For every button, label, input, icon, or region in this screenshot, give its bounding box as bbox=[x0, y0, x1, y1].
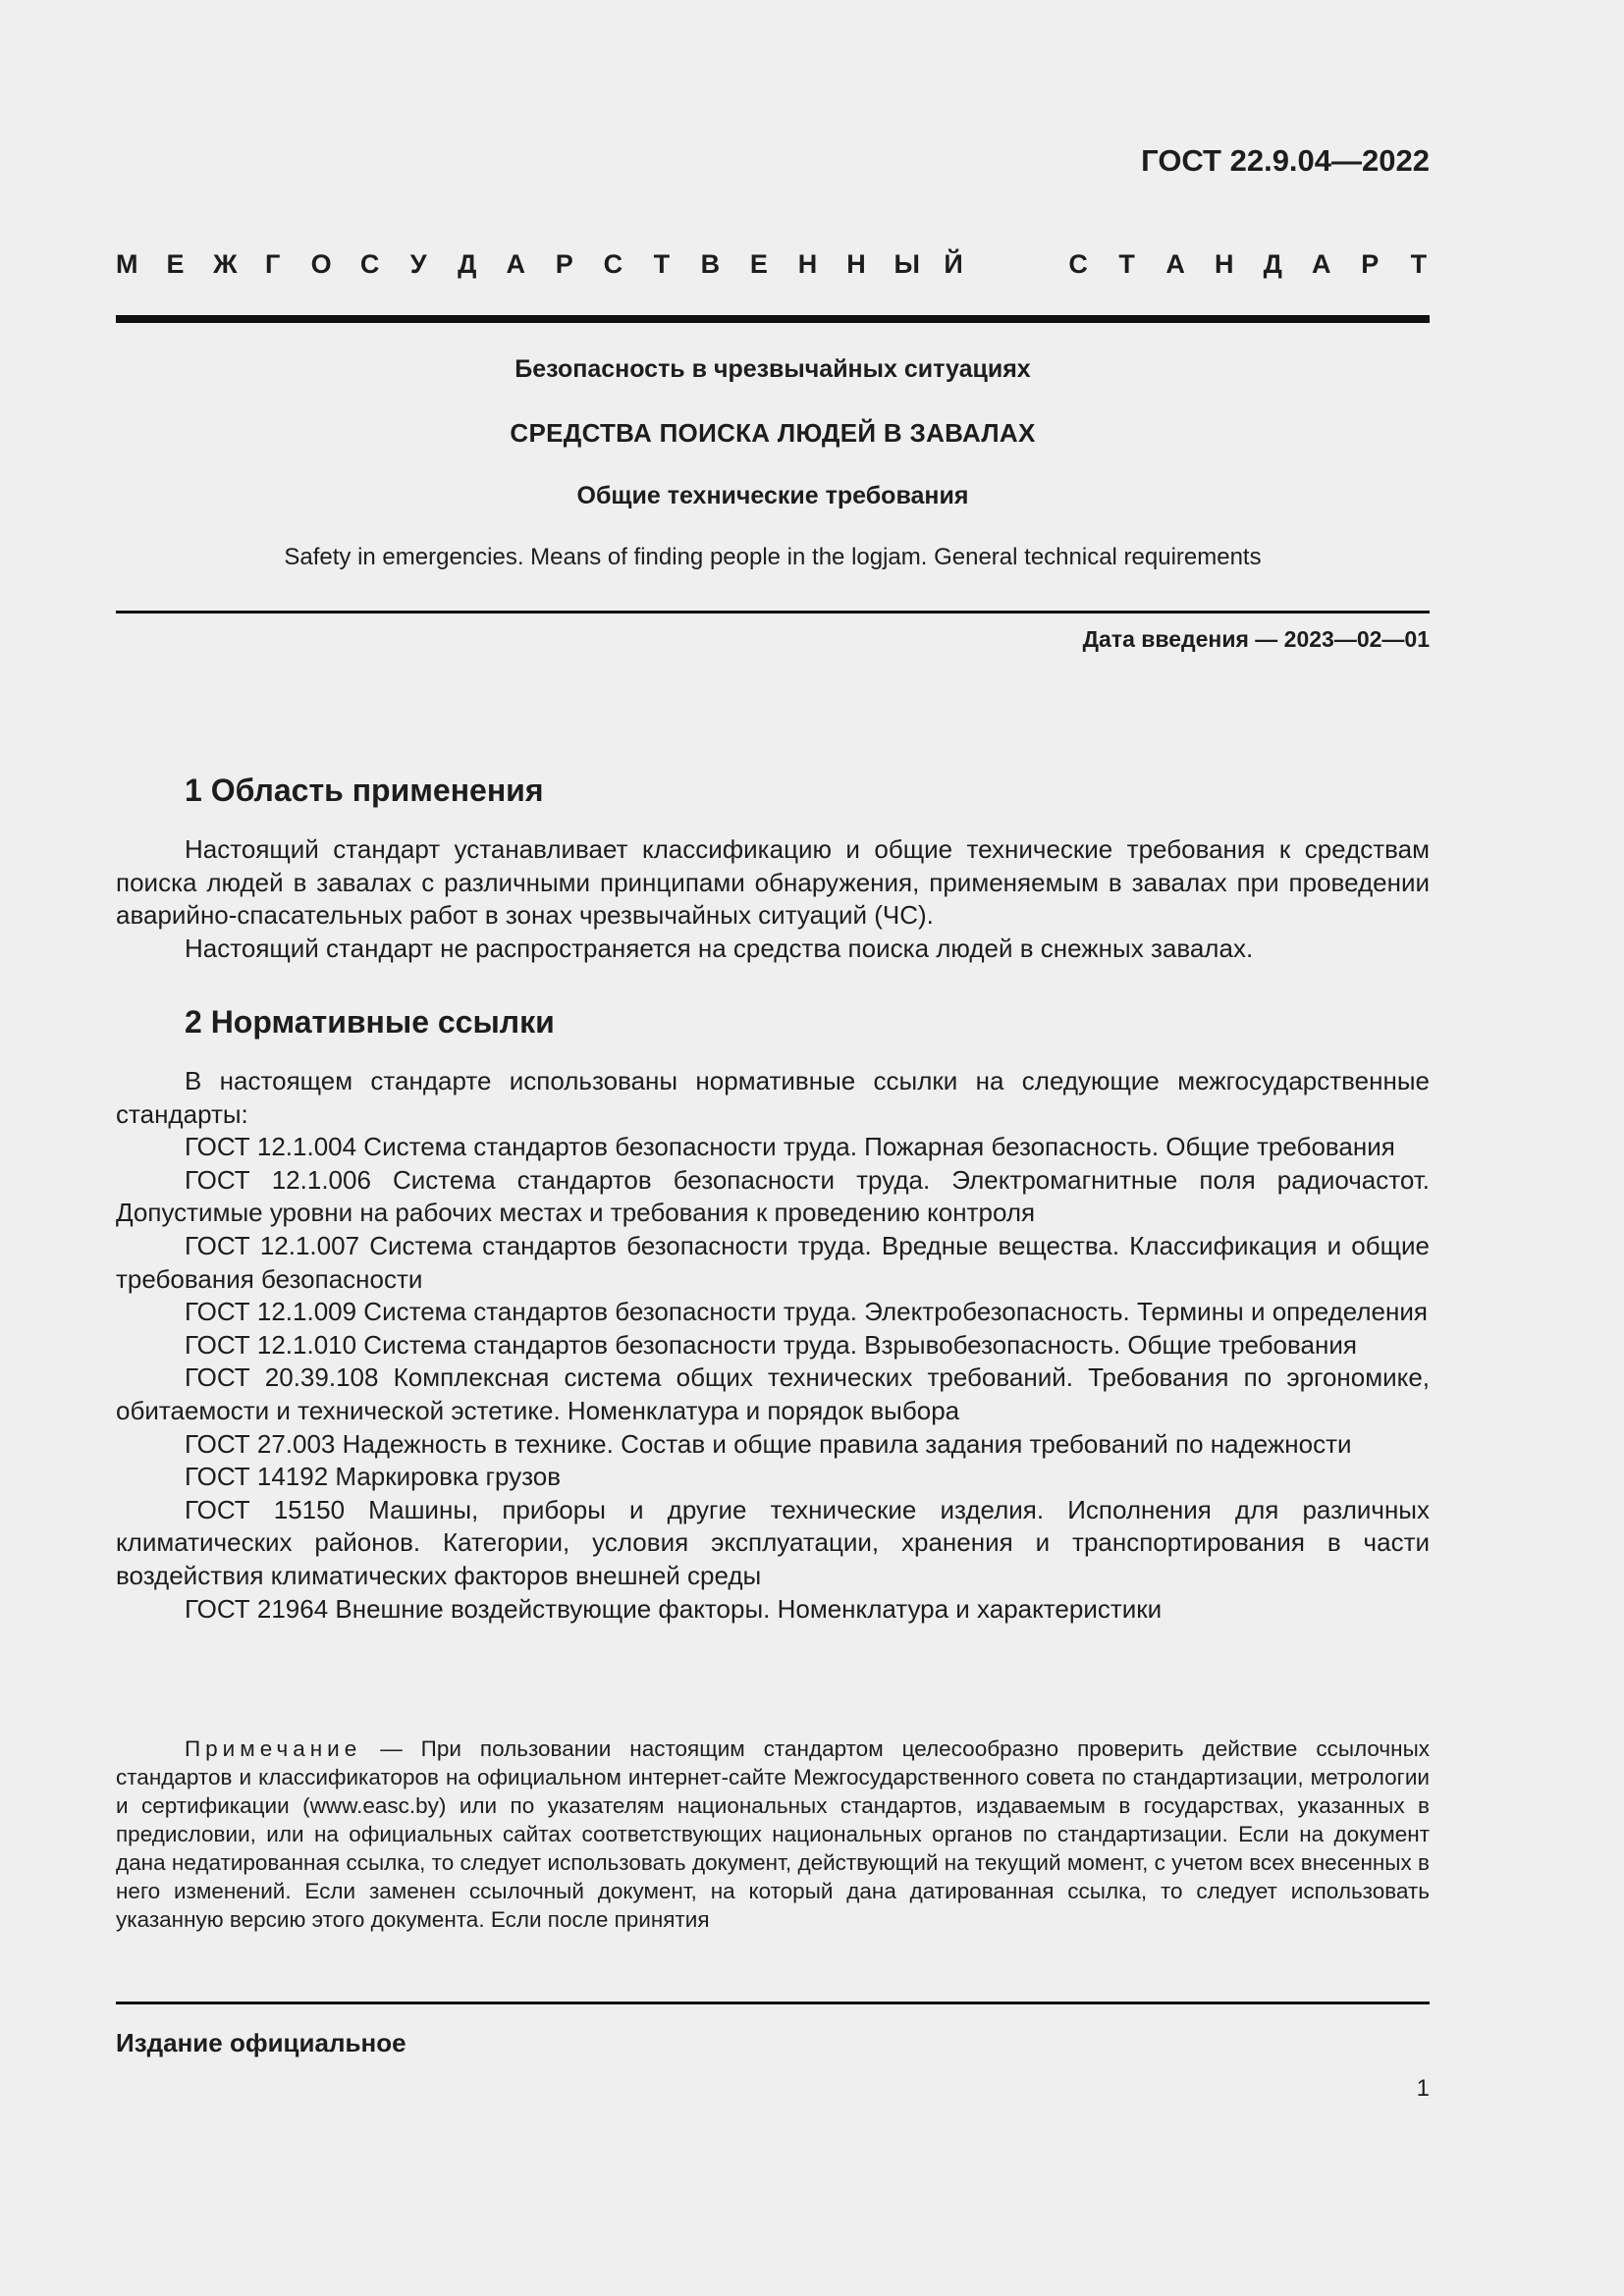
reference-item: ГОСТ 12.1.004 Система стандартов безопасности труда. Пожарная безопасность. Общие требования bbox=[185, 1132, 1395, 1162]
header-divider bbox=[116, 315, 1430, 323]
note-label: Примечание bbox=[185, 1736, 362, 1761]
section-1-heading: 1 Область применения bbox=[185, 773, 544, 808]
footer-divider bbox=[116, 2002, 1430, 2004]
reference-item: ГОСТ 14192 Маркировка грузов bbox=[185, 1462, 562, 1492]
edition-label: Издание официальное bbox=[116, 2028, 406, 2057]
standard-type-banner: М Е Ж Г О С У Д А Р С Т В Е Н Н Ы Й С Т А Н Д А Р Т bbox=[116, 249, 1428, 279]
section-2-body bbox=[116, 1065, 1430, 1626]
document-code: ГОСТ 22.9.04—2022 bbox=[1141, 143, 1430, 178]
reference-item: ГОСТ 15150 Машины, приборы и другие технические изделия. Исполнения для различных климатических районов. Категории, условия эксплуатации, хранения и транспортирования в части воздействия климатических факторов внешней среды bbox=[116, 1494, 1430, 1590]
paragraph: Настоящий стандарт не распространяется на средства поиска людей в снежных завалах. bbox=[185, 933, 1254, 963]
title-english: Safety in emergencies. Means of finding people in the logjam. General technical requirements bbox=[284, 544, 1262, 570]
reference-item: ГОСТ 27.003 Надежность в технике. Состав и общие правила задания требований по надежности bbox=[185, 1428, 1352, 1459]
title-sub: Общие технические требования bbox=[576, 482, 969, 509]
title-category: Безопасность в чрезвычайных ситуациях bbox=[514, 355, 1031, 383]
note-text: — При пользовании настоящим стандартом целесообразно проверить действие ссылочных стандартов и классификаторов на официальном интернет-сайте Межгосударственного совета по стандартизации, метрологии и сертификации (www.easc.by) или по указателям национальных стандартов, издаваемым в государствах, указанных в предисловии, или на официальных сайтах соответствующих национальных органов по стандартизации. Если на документ дана недатированная ссылка, то следует использовать документ, действующий на текущий момент, с учетом всех внесенных в него изменений. Если заменен ссылочный документ, на который дана датированная ссылка, то следует использовать указанную версию этого документа. Если после принятия bbox=[116, 1736, 1430, 1932]
reference-item: ГОСТ 12.1.007 Система стандартов безопасности труда. Вредные вещества. Классификация и общие требования безопасности bbox=[116, 1230, 1430, 1294]
reference-item: ГОСТ 20.39.108 Комплексная система общих технических требований. Требования по эргономике, обитаемости и технической эстетике. Номенклатура и порядок выбора bbox=[116, 1362, 1430, 1425]
page-number: 1 bbox=[1416, 2075, 1430, 2102]
paragraph: В настоящем стандарте использованы нормативные ссылки на следующие межгосударственные стандарты: bbox=[116, 1066, 1430, 1129]
reference-item: ГОСТ 12.1.010 Система стандартов безопасности труда. Взрывобезопасность. Общие требования bbox=[185, 1329, 1357, 1360]
title-divider bbox=[116, 611, 1430, 614]
note-block bbox=[116, 1735, 1430, 1934]
paragraph: Настоящий стандарт устанавливает классификацию и общие технические требования к средствам поиска людей в завалах с различными принципами обнаружения, применяемым в завалах при проведении аварийно-спасательных работ в зонах чрезвычайных ситуаций (ЧС). bbox=[116, 834, 1430, 931]
reference-item: ГОСТ 12.1.006 Система стандартов безопасности труда. Электромагнитные поля радиочастот. Допустимые уровни на рабочих местах и требования к проведению контроля bbox=[116, 1164, 1430, 1228]
title-main: СРЕДСТВА ПОИСКА ЛЮДЕЙ В ЗАВАЛАХ bbox=[510, 418, 1036, 448]
introduction-date: Дата введения — 2023—02—01 bbox=[1082, 626, 1430, 652]
section-1-body bbox=[116, 833, 1430, 965]
reference-item: ГОСТ 21964 Внешние воздействующие факторы. Номенклатура и характеристики bbox=[185, 1593, 1163, 1624]
reference-item: ГОСТ 12.1.009 Система стандартов безопасности труда. Электробезопасность. Термины и определения bbox=[185, 1297, 1428, 1327]
section-2-heading: 2 Нормативные ссылки bbox=[185, 1004, 555, 1040]
